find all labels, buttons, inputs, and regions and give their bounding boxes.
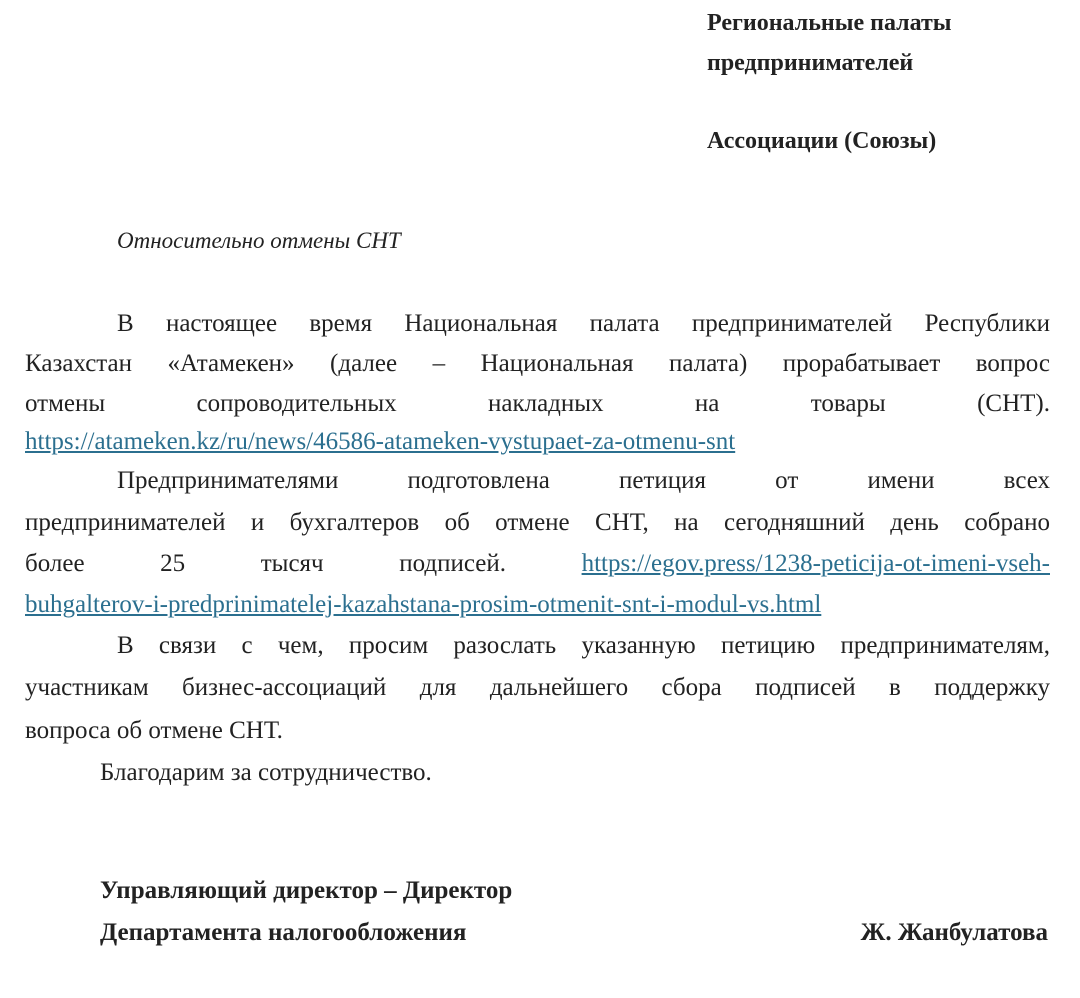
paragraph-3-line: В связи с чем, просим разослать указанную петицию предпринимателям, [117, 632, 1050, 659]
paragraph-1-line: отмены сопроводительных накладных на товары (СНТ). [25, 390, 1050, 417]
paragraph-2-line [25, 550, 1050, 578]
closing-line: Благодарим за сотрудничество. [100, 759, 432, 786]
petition-link-part-1[interactable]: https://egov.press/1238-peticija-ot-imeni-vseh- [581, 550, 1050, 577]
paragraph-2-line: Предпринимателями подготовлена петиция от имени всех [117, 467, 1050, 494]
signatory-name: Ж. Жанбулатова [860, 919, 1048, 946]
recipient-line-2: предпринимателей [707, 50, 914, 76]
recipient-line-3: Ассоциации (Союзы) [707, 128, 937, 154]
signatory-title-1: Управляющий директор – Директор [100, 877, 513, 904]
recipient-line-1: Региональные палаты [707, 10, 952, 36]
paragraph-1-line: Казахстан «Атамекен» (далее – Национальная палата) прорабатывает вопрос [25, 350, 1050, 377]
signatory-title-2: Департамента налогообложения [100, 919, 467, 946]
paragraph-2-line: предпринимателей и бухгалтеров об отмене СНТ, на сегодняшний день собрано [25, 509, 1050, 536]
paragraph-3-line: участникам бизнес-ассоциаций для дальнейшего сбора подписей в поддержку [25, 674, 1050, 701]
paragraph-1-line: В настоящее время Национальная палата предпринимателей Республики [117, 310, 1050, 337]
atameken-news-link[interactable]: https://atameken.kz/ru/news/46586-atameken-vystupaet-za-otmenu-snt [25, 428, 736, 455]
paragraph-3-line: вопроса об отмене СНТ. [25, 717, 283, 744]
petition-link-part-2[interactable]: buhgalterov-i-predprinimatelej-kazahstana-prosim-otmenit-snt-i-modul-vs.html [25, 591, 822, 618]
paragraph-2-text: более 25 тысяч подписей. [25, 550, 506, 577]
subject-line: Относительно отмены СНТ [117, 228, 401, 253]
